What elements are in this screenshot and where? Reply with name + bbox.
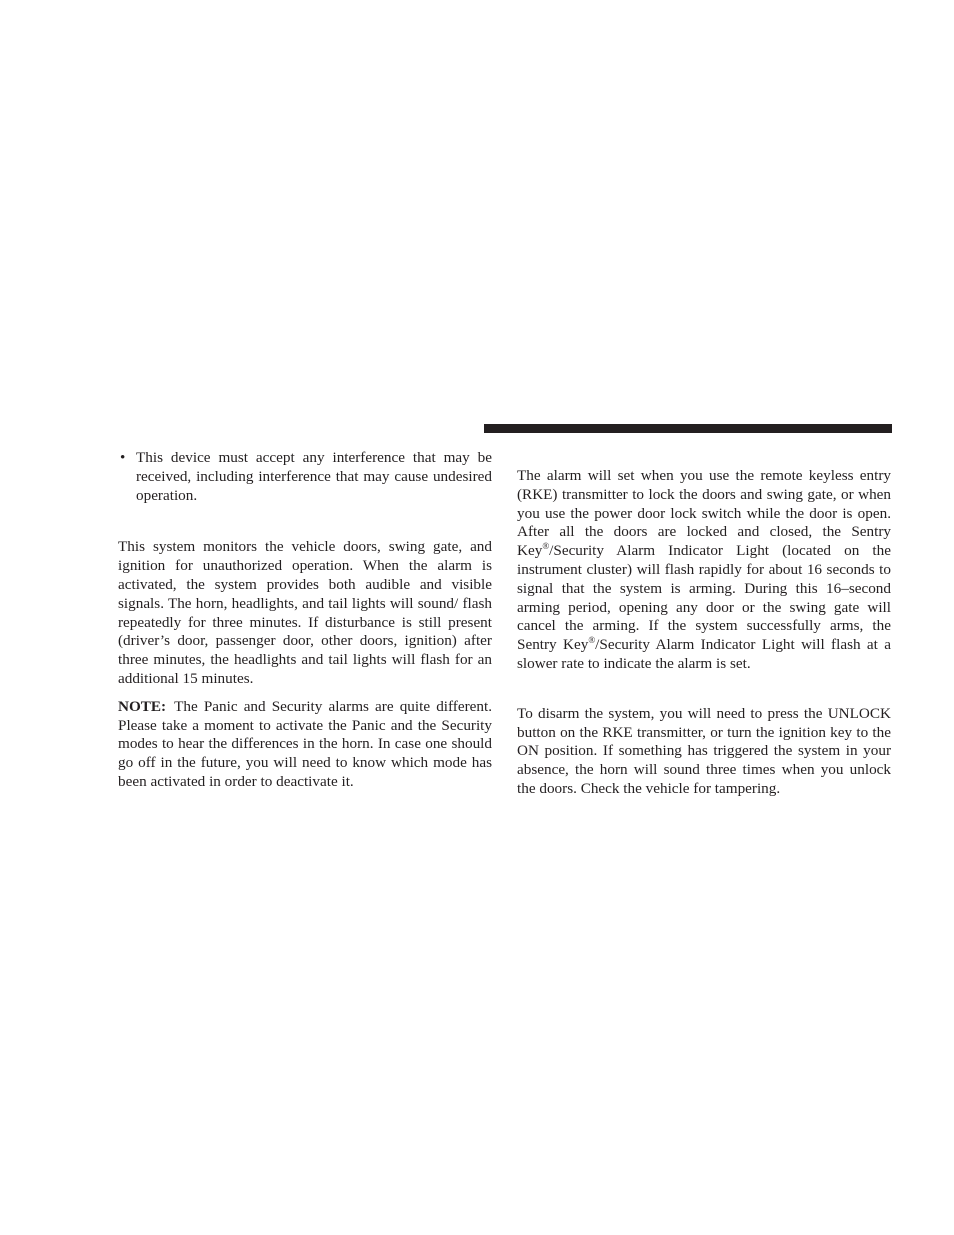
arming-text-part-2: /Security Alarm Indicator Light (located on the instrument cluster) will flash rapidly for about 16 seconds to signal that the system is arming. During this 16–second arming period, opening any door or the swing gate will cancel the arming. If the system successfully arms, the Sentry Key	[517, 542, 891, 654]
registered-mark: ®	[542, 541, 550, 552]
bullet-list-item	[118, 449, 492, 505]
arming-text-part-1: The alarm will set when you use the remote keyless entry (RKE) transmitter to lock the doors and swing gate, or when you use the power door lock switch while the door is open. After all the doors are locked and closed, the Sentry Key	[517, 467, 891, 560]
bullet-icon: •	[120, 449, 126, 466]
registered-mark: ®	[588, 635, 596, 646]
section-header-rule	[484, 424, 892, 433]
arming-text-part-3: /Security Alarm Indicator Light will flash at a slower rate to indicate the alarm is set.	[517, 636, 891, 672]
note-text: The Panic and Security alarms are quite different. Please take a moment to activate the Panic and the Security modes to hear the differences in the horn. In case one should go off in the future, you will need to know which mode has been activated in order to deactivate it.	[118, 697, 492, 790]
monitor-paragraph: This system monitors the vehicle doors, swing gate, and ignition for unauthorized operation. When the alarm is activated, the system provides both audible and visible signals. The horn, headlights, and tail lights will sound/ flash repeatedly for three minutes. If disturbance is still present (driver’s door, passenger door, other doors, ignition) after three minutes, the headlights and tail lights will flash for an additional 15 minutes.	[118, 538, 492, 687]
right-column	[517, 467, 891, 799]
arming-paragraph	[517, 467, 891, 674]
note-label: NOTE:	[118, 697, 167, 715]
disarm-paragraph: To disarm the system, you will need to press the UNLOCK button on the RKE transmitter, or turn the ignition key to the ON position. If something has triggered the system in your absence, the horn will sound three times when you unlock the doors. Check the vehicle for tampering.	[517, 704, 891, 797]
left-column	[118, 449, 492, 792]
bullet-text: This device must accept any interference that may be received, including interference that may cause undesired operation.	[136, 449, 492, 504]
note-paragraph	[118, 698, 492, 792]
